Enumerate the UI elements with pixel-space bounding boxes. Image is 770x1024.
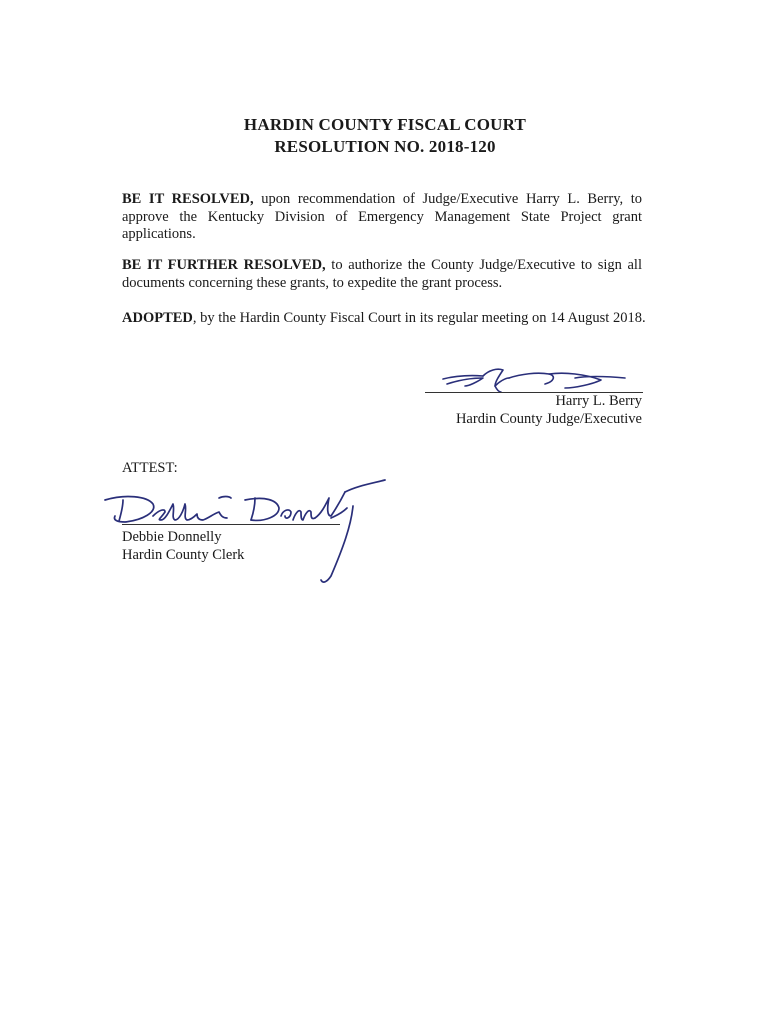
resolved-lead: BE IT RESOLVED,	[122, 191, 254, 207]
further-resolved-paragraph	[122, 257, 642, 292]
attest-label: ATTEST:	[122, 460, 178, 476]
clerk-name: Debbie Donnelly	[122, 529, 222, 545]
adopted-text: , by the Hardin County Fiscal Court in its regular meeting on 14 August 2018.	[192, 310, 646, 326]
adopted-paragraph	[122, 310, 646, 328]
judge-title: Hardin County Judge/Executive	[455, 411, 642, 427]
resolved-text: upon recommendation of Judge/Executive Harry L. Berry, to approve the Kentucky Division of Emergency Management State Project grant applications.	[122, 191, 642, 242]
clerk-title: Hardin County Clerk	[122, 547, 245, 563]
further-resolved-text: to authorize the County Judge/Executive to sign all documents concerning these grants, to expedite the grant process.	[122, 257, 642, 291]
judge-name: Harry L. Berry	[555, 393, 642, 409]
resolved-paragraph	[122, 191, 642, 244]
court-name-heading: HARDIN COUNTY FISCAL COURT	[243, 115, 527, 134]
resolution-number-heading: RESOLUTION NO. 2018-120	[274, 137, 496, 156]
further-resolved-lead: BE IT FURTHER RESOLVED,	[122, 257, 326, 273]
adopted-lead: ADOPTED	[122, 310, 193, 326]
clerk-signature-line	[122, 524, 340, 525]
